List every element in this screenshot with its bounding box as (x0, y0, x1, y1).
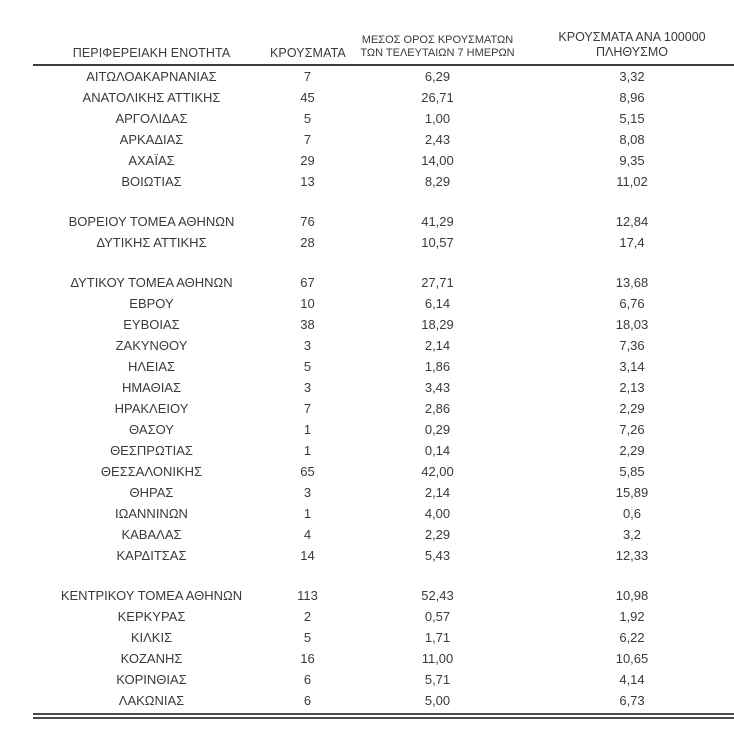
region-cell: ΘΑΣΟΥ (129, 422, 174, 437)
cases-cell: 29 (300, 153, 315, 168)
per-100k-cell: 7,26 (619, 422, 645, 437)
per-100k-cell: 4,14 (619, 672, 645, 687)
avg-7day-cell: 2,29 (424, 527, 451, 542)
table-row (33, 314, 734, 335)
per-100k-cell: 12,33 (615, 548, 649, 563)
cases-cell: 1 (303, 506, 312, 521)
table-row (33, 108, 734, 129)
region-cell: ΗΛΕΙΑΣ (127, 359, 176, 374)
table-row (33, 65, 734, 87)
per-100k-cell: 11,02 (616, 174, 648, 189)
table-row (33, 398, 734, 419)
per-100k-cell: 5,85 (619, 464, 645, 479)
region-cell: ΛΑΚΩΝΙΑΣ (118, 693, 185, 708)
avg-7day-cell: 2,43 (424, 132, 451, 147)
avg-7day-cell: 5,71 (424, 672, 451, 687)
table-row (33, 627, 734, 648)
region-cell: ΑΡΚΑΔΙΑΣ (119, 132, 184, 147)
region-cell: ΚΟΡΙΝΘΙΑΣ (116, 672, 187, 687)
per-100k-cell: 15,89 (615, 485, 649, 500)
avg-7day-cell: 14,00 (421, 153, 454, 168)
header-row (33, 30, 734, 65)
avg-7day-cell: 1,71 (424, 630, 451, 645)
cases-cell: 6 (303, 672, 312, 687)
per-100k-cell: 13,68 (615, 275, 649, 290)
region-cell: ΔΥΤΙΚΟΥ ΤΟΜΕΑ ΑΘΗΝΩΝ (70, 275, 233, 290)
avg-7day-cell: 0,14 (424, 443, 451, 458)
cases-cell: 5 (303, 630, 312, 645)
per-100k-cell: 3,2 (622, 527, 642, 542)
cases-cell: 76 (300, 214, 315, 229)
avg-7day-cell: 2,86 (424, 401, 451, 416)
cases-cell: 2 (303, 609, 312, 624)
region-cell: ΑΙΤΩΛΟΑΚΑΡΝΑΝΙΑΣ (86, 69, 217, 84)
avg-7day-cell: 6,29 (424, 69, 451, 84)
region-cell: ΑΝΑΤΟΛΙΚΗΣ ΑΤΤΙΚΗΣ (82, 90, 221, 105)
region-cell: ΔΥΤΙΚΗΣ ΑΤΤΙΚΗΣ (96, 235, 207, 250)
region-cell: ΒΟΙΩΤΙΑΣ (121, 174, 182, 189)
per-100k-cell: 6,76 (619, 296, 645, 311)
per-100k-cell: 8,96 (619, 90, 645, 105)
table-row (33, 503, 734, 524)
avg-7day-cell: 2,14 (424, 485, 451, 500)
per-100k-cell: 1,92 (619, 609, 645, 624)
avg-7day-cell: 2,14 (424, 338, 451, 353)
table-row (33, 129, 734, 150)
region-cell: ΘΕΣΠΡΩΤΙΑΣ (110, 443, 193, 458)
table-row (33, 585, 734, 606)
table-row (33, 377, 734, 398)
cases-cell: 4 (303, 527, 312, 542)
per-100k-cell: 3,14 (619, 359, 645, 374)
avg-7day-cell: 10,57 (421, 235, 454, 250)
cases-cell: 3 (303, 485, 312, 500)
region-cell: ΙΩΑΝΝΙΝΩΝ (115, 506, 188, 521)
table-row (33, 419, 734, 440)
header-per-100k-line2: ΠΛΗΘΥΣΜΟ (596, 45, 668, 59)
avg-7day-cell: 41,29 (421, 214, 454, 229)
header-per-100k-line1: ΚΡΟΥΣΜΑΤΑ ΑΝΑ 100000 (558, 30, 706, 44)
avg-7day-cell: 5,00 (424, 693, 451, 708)
header-region: ΠΕΡΙΦΕΡΕΙΑΚΗ ΕΝΟΤΗΤΑ (33, 30, 270, 65)
header-avg-7day-line1: ΜΕΣΟΣ ΟΡΟΣ ΚΡΟΥΣΜΑΤΩΝ (361, 34, 514, 46)
group-spacer-row (33, 566, 734, 585)
per-100k-cell: 9,35 (619, 153, 645, 168)
cases-cell: 7 (303, 401, 312, 416)
table-header (33, 30, 734, 65)
region-cell: ΒΟΡΕΙΟΥ ΤΟΜΕΑ ΑΘΗΝΩΝ (68, 214, 235, 229)
table-row (33, 482, 734, 503)
header-per-100k (530, 30, 734, 65)
cases-cell: 113 (297, 588, 318, 603)
table-row (33, 232, 734, 253)
region-cell: ΑΧΑΪΑΣ (128, 153, 175, 168)
cases-cell: 14 (300, 548, 315, 563)
region-cell: ΗΡΑΚΛΕΙΟΥ (114, 401, 189, 416)
group-spacer-row (33, 192, 734, 211)
cases-cell: 13 (300, 174, 315, 189)
per-100k-cell: 12,84 (615, 214, 649, 229)
per-100k-cell: 6,73 (619, 693, 645, 708)
table-row (33, 211, 734, 232)
per-100k-cell: 2,13 (619, 380, 645, 395)
table-row (33, 524, 734, 545)
per-100k-cell: 3,32 (619, 69, 645, 84)
region-cell: ΚΕΡΚΥΡΑΣ (117, 609, 186, 624)
region-cell: ΑΡΓΟΛΙΔΑΣ (115, 111, 188, 126)
per-100k-cell: 0,6 (622, 506, 642, 521)
region-cell: ΚΑΡΔΙΤΣΑΣ (116, 548, 187, 563)
avg-7day-cell: 0,29 (424, 422, 451, 437)
table-row (33, 272, 734, 293)
table-row (33, 545, 734, 566)
region-cell: ΚΙΛΚΙΣ (130, 630, 173, 645)
cases-cell: 3 (303, 380, 312, 395)
region-cell: ΖΑΚΥΝΘΟΥ (115, 338, 188, 353)
table-body (33, 65, 734, 711)
avg-7day-cell: 8,29 (424, 174, 451, 189)
avg-7day-cell: 1,00 (424, 111, 451, 126)
avg-7day-cell: 52,43 (421, 588, 454, 603)
avg-7day-cell: 1,86 (424, 359, 451, 374)
cases-cell: 65 (300, 464, 315, 479)
region-cell: ΚΕΝΤΡΙΚΟΥ ΤΟΜΕΑ ΑΘΗΝΩΝ (60, 588, 243, 603)
per-100k-cell: 6,22 (619, 630, 645, 645)
cases-cell: 16 (300, 651, 315, 666)
cases-cell: 5 (303, 111, 312, 126)
per-100k-cell: 2,29 (619, 443, 645, 458)
table-row (33, 440, 734, 461)
table-row (33, 171, 734, 192)
avg-7day-cell: 0,57 (424, 609, 451, 624)
header-avg-7day-line2: ΤΩΝ ΤΕΛΕΥΤΑΙΩΝ 7 ΗΜΕΡΩΝ (360, 47, 515, 59)
avg-7day-cell: 4,00 (424, 506, 451, 521)
cases-cell: 7 (303, 132, 312, 147)
region-cell: ΘΗΡΑΣ (129, 485, 174, 500)
bottom-double-rule (33, 713, 734, 719)
per-100k-cell: 10,98 (615, 588, 649, 603)
per-100k-cell: 7,36 (619, 338, 645, 353)
table-row (33, 461, 734, 482)
table-row (33, 669, 734, 690)
cases-cell: 28 (300, 235, 315, 250)
avg-7day-cell: 11,00 (421, 651, 454, 666)
avg-7day-cell: 5,43 (424, 548, 451, 563)
region-cell: ΗΜΑΘΙΑΣ (121, 380, 182, 395)
table-row (33, 87, 734, 108)
cases-cell: 38 (300, 317, 315, 332)
cases-cell: 5 (303, 359, 312, 374)
region-cell: ΚΟΖΑΝΗΣ (120, 651, 183, 666)
avg-7day-cell: 6,14 (424, 296, 451, 311)
table-row (33, 150, 734, 171)
avg-7day-cell: 3,43 (424, 380, 451, 395)
table-row (33, 356, 734, 377)
table-row (33, 335, 734, 356)
group-spacer-row (33, 253, 734, 272)
per-100k-cell: 17,4 (619, 235, 645, 250)
avg-7day-cell: 26,71 (421, 90, 454, 105)
cases-cell: 67 (300, 275, 315, 290)
per-100k-cell: 18,03 (615, 317, 649, 332)
table-row (33, 648, 734, 669)
region-cell: ΘΕΣΣΑΛΟΝΙΚΗΣ (100, 464, 203, 479)
cases-cell: 1 (303, 443, 312, 458)
regional-cases-table (33, 30, 734, 711)
region-cell: ΕΥΒΟΙΑΣ (123, 317, 180, 332)
region-cell: ΚΑΒΑΛΑΣ (121, 527, 182, 542)
cases-cell: 6 (303, 693, 312, 708)
per-100k-cell: 8,08 (619, 132, 645, 147)
per-100k-cell: 2,29 (619, 401, 645, 416)
cases-cell: 1 (303, 422, 312, 437)
avg-7day-cell: 42,00 (421, 464, 454, 479)
cases-cell: 7 (303, 69, 312, 84)
cases-cell: 3 (303, 338, 312, 353)
per-100k-cell: 5,15 (619, 111, 645, 126)
per-100k-cell: 10,65 (615, 651, 649, 666)
table-row (33, 606, 734, 627)
table-row (33, 293, 734, 314)
cases-cell: 45 (300, 90, 315, 105)
cases-cell: 10 (300, 296, 315, 311)
avg-7day-cell: 18,29 (421, 317, 454, 332)
table-row (33, 690, 734, 711)
header-avg-7day (345, 30, 530, 65)
region-cell: ΕΒΡΟΥ (129, 296, 174, 311)
avg-7day-cell: 27,71 (421, 275, 454, 290)
header-cases: ΚΡΟΥΣΜΑΤΑ (270, 30, 345, 65)
